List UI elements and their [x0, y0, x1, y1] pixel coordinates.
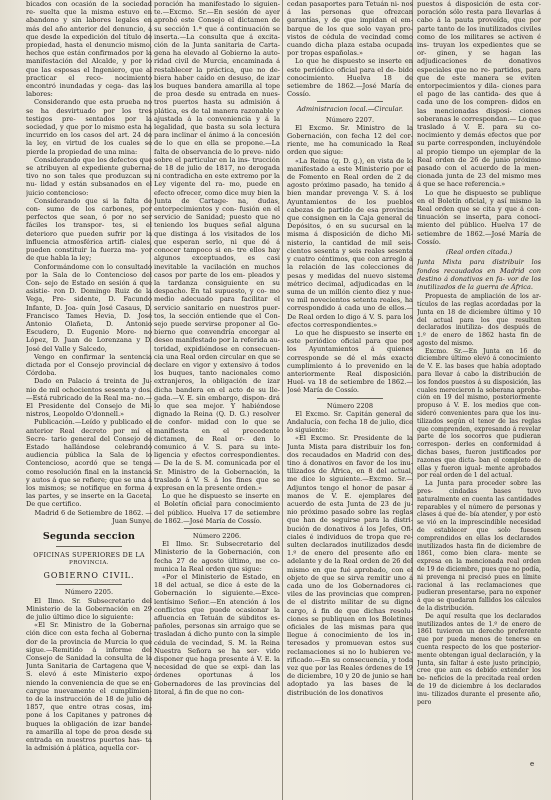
document-number: Número 2208	[326, 401, 374, 410]
paragraph: bicados con ocasión de la sociedad re- suelta que la misma estuvo en abandono y sin labores legales en más del año anterior del denuncio, á que desde la expedición del título de propiedad, hasta el denuncio mismo, hechos que están confirmados por la manifestación del Alcalde, y por lo que las esposas el Ingeniero, que al practicar el reco- nocimiento encontró inundadas y cega- das las labores:	[26, 0, 152, 99]
paragraph: Publicación.—Leído y publicado el anterior Real decreto por mí el Secre- tario general del Consejo de Estado hallándose celebrando audiencia pública la Sala de lo Contencioso, acordó que se tenga como resolución final en la instancia y autos á que se refiere; que se una á los mismos; se notifique en forma á las partes, y se inserte en la Gaceta. De que certifico.	[26, 418, 152, 509]
paragraph: Vengo en confirmar la sentencia dictada por el Consejo provincial de Córdoba.	[26, 352, 152, 378]
page-fragment: e	[530, 760, 535, 768]
column-2	[154, 0, 280, 800]
document-number: Número 2205.	[64, 588, 114, 597]
paragraph: Considerando que los defectos que se atribuyen al expediente guberna- tivo no son tales que produzcan su nu- lidad y están subsanados en el juicio contencioso:	[26, 155, 152, 197]
paragraph: El Excmo. Sr. Capitán general de Andalucía, con fecha 18 de julio, dice lo siguiente:	[287, 409, 413, 435]
paragraph: cedan pasaportes para Tetuán ni- nos á las personas que ofrezcan garantías, y de que impidan el em- barque de los que solo vayan pro- vistos de cédula de vecindad como cuando dicha plaza estaba ocupada por tropas españolas.»	[287, 0, 413, 58]
paragraph: Dado en Palacio á treinta de Ju- nio de mil ochocientos sesenta y dos.—Está rubricado de la Real ma- no.—El Presidente del Consejo de Mi- nistros, Leopoldo O'donnell.»	[26, 377, 152, 419]
section-subheading: (Real orden citada.)	[445, 248, 513, 257]
divider	[56, 584, 122, 585]
document-number: Número 2206.	[192, 532, 242, 540]
paragraph: El Excmo. Sr. Ministro de la Gobernación, con fecha 12 del cor- riente, me ha comunicado la Real orden que sigue:	[287, 123, 413, 157]
paragraph: La Junta para proceder sobre las pres- cindadas bases tuvo naturalmente en cuenta las cantidades reparables y el número de personas y clases á que de- bía atender, y por esto se vió en la imprescindible necesidad de establecer que solo fuesen comprendidos en ellas los declarados inutilizados hasta fin de diciembre de 1861, como bien clara- mente se expresa en la mencionada real orden de 19 de diciembre, pues que no podía, ni prevenga ni precisó pues en límite racional á las reclamaciones que pudieran presentarse, para no exponer á que se quedaran fallidos los cálculos de la distribución.	[417, 480, 541, 612]
paragraph: Lo que he dispuesto se inserte en el Boletín oficial para conocimiento del público. Huelva 17 de setiembre de 1862.—José María de Cossío.	[154, 492, 280, 525]
paragraph: Lo que he dispuesto se publique en el Boletín oficial, y así mismo la Real orden que se cita y que á con- tinuación se inserta, para conoci- miento del público. Huelva 17 de setiembre de 1862.—José María de Cossío.	[417, 188, 541, 246]
province-heading: PROVINCIA.	[69, 560, 109, 567]
paragraph: El Ilmo. Sr. Subsecretario del Ministerio de la Gobernación en 29 de julio último dice lo siguiente:	[26, 596, 152, 622]
column-4	[417, 0, 541, 800]
paragraph: «El Excmo. Sr. Presidente de la Junta Mista para distribuir los fon- dos recaudados en Madrid con des- tino á donativos en favor de los inu- tilizados de África, en 8 del actual, me dice lo siguiente.—Excmo. Sr.— Adjuntos tengo el honor de pasar á manos de V. E. ejemplares del acuerdo de esta Junta de 23 de ju- nio próximo pasado sobre las reglas que han de seguirse para la distri- bución de donativos á los Jefes, Ofi- ciales é individuos de tropa que re- sulten declarados inutilizados desde 1.º de enero del presente año en adelante y de la Real orden de 26 del mismo en que fué aprobado, con el objeto de que se sirva remitir uno á cada uno de los Gobernadores ci- viles de las provincias que compren- de el distrito militar de su digno cargo, á fin de que dichas resolu- ciones se publiquen en los Boletines oficiales de las mismas para que llegue á conocimiento de los in- teresados y promuevan estos sus reclamaciones si no lo hubieren ve- rificado.—En su consecuencia, y toda vez que por las Reales órdenes de 19 de diciembre, 10 y 20 de junio se han adoptado ya las bases de la distribución de los donativos	[287, 434, 413, 697]
italic-heading: Junta Mixta para distribuir los fondos recaudados en Madrid con destino á donativos en fa- vor de los inutilizados de la guerra de África.	[417, 258, 541, 291]
paragraph: Propuesta de ampliación de los ar- tículos de las reglas acordadas por la Junta en 18 de diciembre último y 10 del actual para los que resulten declarados inutiliza- dos después de 1.º de enero de 1862 hasta fin de agosto del mismo.	[417, 293, 541, 347]
column-3	[287, 0, 413, 800]
divider	[56, 546, 122, 547]
paragraph: «El Sr. Ministro de la Goberna- ción dice con esta fecha al Goberna- dor de la provincia de Murcia lo que sigue.—Remitido á informe del Consejo de Sanidad la consulta de la Junta Sanitaria de Cartagena que V. S. elevó á este Ministerio expo- niendo la conveniencia de que se en- cargue nuevamente el cumplimien- to de la instrucción de 18 de julio de 1857, que entre otras cosas, im- pone á los Capitanes y patrones de buques la obligación de izar bande- ra amarilla al tope de proa desde su entrada en nuestros puertos has- ta la admisión á plática, aquella cor-	[26, 621, 152, 753]
signature-line: Madrid 6 de Setiembre de 1862. —Juan Sunye.	[34, 508, 152, 525]
divider	[317, 398, 383, 399]
column-divider	[282, 0, 283, 800]
paragraph: Considerando que esta prueba no se ha desvirtuado por los tres testigos pre- sentados por la sociedad, y que por lo mismo esta ha incurrido en los casos del art. 24 de la ley, en virtud de los cuales se pierde la propiedad de una mina:	[26, 98, 152, 156]
government-heading: GOBIERNO CIVIL.	[43, 571, 135, 581]
offices-heading: OFICINAS SUPERIORES DE LA	[33, 551, 145, 559]
divider	[317, 101, 383, 102]
paragraph: Lo que he dispuesto se inserte en este periódico oficial para el de- bido conocimiento. Huelva 18 de setiembre de 1862.—José María de Cossío.	[287, 57, 413, 99]
column-1	[26, 0, 152, 800]
paragraph: Conformándome con lo consultado por la Sala de lo Contencioso del Con- sejo de Estado en sesión á que asistie- ron D. Domingo Ruiz de la Vega, Pre- sidente, D. Facundo Infante, D. Joa- quín José Casaus, D. Francisco Tames Hevia, D. José Antonio Olañeta, D. Antonio Escudero, D. Eugenio More- no López, D. Juan de Lorenzana y D. José del Valle y Salcedo,	[26, 262, 152, 353]
divider	[184, 528, 250, 529]
paragraph: «La Reina (q. D. g.), en vista de lo manifestado a este Ministerio por el de Fomento en Real orden de 2 de agosto próximo pasado, ha tenido á bien mandar prevenga V. S. á los Ayuntamientos de los pueblos cabezas de partido de esa provincia que consignen en la Caja general de Depósitos, ó en su sucursal en la misma á disposición de dicho Mi- nisterio, la cantidad de mil seis- cientos sesenta y seis reales sesenta y cuatro céntimos, que con arreglo á la relación de las colecciones de pesas y medidas del nuevo sistema métrico decimal, adjudicadas en la suma de un millón ciento diez y nue- ve mil novecientos setenta reales, ha correspondido á cada uno de ellos.—De Real orden lo digo á V. S. para los efectos correspondientes.»	[287, 156, 413, 329]
paragraph: El Ilmo. Sr. Subsecretario del Ministerio de la Gobernación, con fecha 27 de agosto último, me co- munica la Real orden que sigue:	[154, 540, 280, 573]
paragraph: Lo que he dispuesto se inserte en este periódico oficial para que por los Ayuntamientos á quienes corresponde se dé el más exacto cumplimiento á lo prevenido en la anteriormente Real disposición. Huel- va 18 de setiembre de 1862.—José María de Cossío.	[287, 328, 413, 395]
section-title: Segunda seccion	[42, 531, 136, 542]
paragraph: «Por el Ministerio de Estado, en 18 del actual, se dice á este de la Gobernación lo siguiente.—Exce- lentísimo Señor.—En atención á los conflictos que puede ocasionar la afluencia en Tetuán de súbditos es- pañoles, personas sin arraigo que se trasladan á dicho punto con la simple cédula de vecindad, S. M. la Reina Nuestra Señora se ha ser- vido disponer que haga presente á V. E. la necesidad de que se expi- dan las órdenes oportunas á los Gobernadores de las provincias del litoral, á fin de que no con-	[154, 573, 280, 696]
section-subheading: Administracion local.—Circular.	[296, 105, 404, 114]
paragraph: Considerando que si la falta de con- sumo de los carbones, por perfectos que sean, ó por no ser fáciles los transpor- tes, si el deterioro que pueden sufrir por la influencia atmosférica artifi- ciales, pueden constituir la fuerza ma- yor de que habla la ley;	[26, 196, 152, 263]
document-number: Número 2207.	[325, 115, 375, 124]
paragraph: Excmo. Sr.—En Junta en 16 de diciembre último elevó á conocimiento de V. E. las bases que había adoptado para llevar á cabo la distribución de los fondos puestos á su disposición, las cuales merecieron la soberana aproba- ción en 19 del mismo, posteriormente propuso á V. E. los medios que con- sideró convenientes para que los inu- tilizados según el tenor de las reglas que comprenden, expresando á revelar parte de los socorros que pudieran correspon- derles en conformidad á dichas bases, fueron justificados por razones que dicta- ban el completo de ellas y fueron igual- mente aprobados por real orden de 1 del actual.	[417, 347, 541, 480]
paragraph: De aquí resulta que los declarados inutilizados antes de 1.º de enero de 1861 tuvieron un derecho preferente que por pueda menos de tenerse en cuenta respecto de los que posterior- mente obtengan igual declaración, y la Junta, sin faltar á este justo principio, cree que aun es debido extender los be- neficios de la precitada real orden de 19 de diciembre á los declarados inu- tilizados durante el presente año, pero	[417, 612, 541, 706]
paragraph: poración ha manifestado lo siguien- te.—Excmo. Sr.—En sesión de ayer aprobó este Consejo el dictamen de su sección 1.ª que á continuación se inserta.—La consulta que á excita- ción de la Junta sanitaria de Carta- gena ha elevado al Gobierno la auto- ridad civil de Murcia, encaminada á restablecer la práctica, que no de- biera haber caído en desuso, de izar los buques bandera amarilla al tope de proa desde su entrada en nues- tros puertos hasta su admisión á plática, es de tal manera razonable y ajustada á la conveniencia y á la legalidad, que basta su sola lectura para inclinar el ánimo á la concesión de lo que en ella se propone.—La falta de observancia de lo preve- nido sobre el particular en la ins- trucción de 18 de julio de 1817, no derogada ni contradicha en este extremo por la Ley vigente del ra- mo, puede en efecto ofrecer, como dice muy bien la Junta de Cartage- na, dudas, entorpecimientos y con- fusión en el servicio de Sanidad; puesto que no teniendo los buques señal alguna que distinga á los visitados de los que esperan serlo, ni que dé á conocer tampoco si en- tre ellos hay algunos exceptuados, es casi inevitable la vacilación en muchos casos por parte de los em- pleados y la tardanza consiguiente en su despacho. En tal supuesto, y co- mo medio adecuado para facilitar el servicio sanitario en nuestros puer- tos, la sección entiende que el Con- sejo puede servirse proponer al Go- bierno que convendría encorgar al deseo manifestado por la referida au- toridad, expidiéndose en consecuen- cia una Real orden circular en que se declare en vigor y extensivo á todos los buques, tanto nacionales como extranjeros, la obligación de izar dicha bandera en el acto de su lle- gada.—V. E. sin embargo, dispon- drá lo que sea mejor. Y habiéndose dignado la Reina (Q. D. G.) resolver de confor- midad con lo que se manifiesta en el precedente dictamen, de Real or- den lo comunico á V. S. para su inte- ligencia y efectos correspondientes.— De la de S. M. comunicada por el Sr. Ministro de la Gobernación, la traslado á V. S. á los fines que se expresan en la presente orden.»	[154, 0, 280, 492]
paragraph: puestos á disposición de esta cor- poración sólo resta para llevarlas á cabo á la pauta proveída, que por parte tanto de los inutilizados civiles como de los militares se activen é ins- truyan los expedientes que se or- ginen, y se hagan las adjudicaciones de donativos especiales que no re- partidos, para que de este manera se eviten entorpecimientos y dila- ciones para el pago de las cantida- des que á cada uno de los compren- didos en las mencionadas disposi- ciones soberanas le correspondan.— Lo que traslado á V. E. para su co- nocimiento y demás efectos que por su parte corresponden, incluyéndole al propio tiempo un ejemplar de la Real orden de 26 de junio próximo pasado con el acuerdo de la men- cionada junta de 23 del mismo mes á que se hace referencia.»	[417, 0, 541, 189]
